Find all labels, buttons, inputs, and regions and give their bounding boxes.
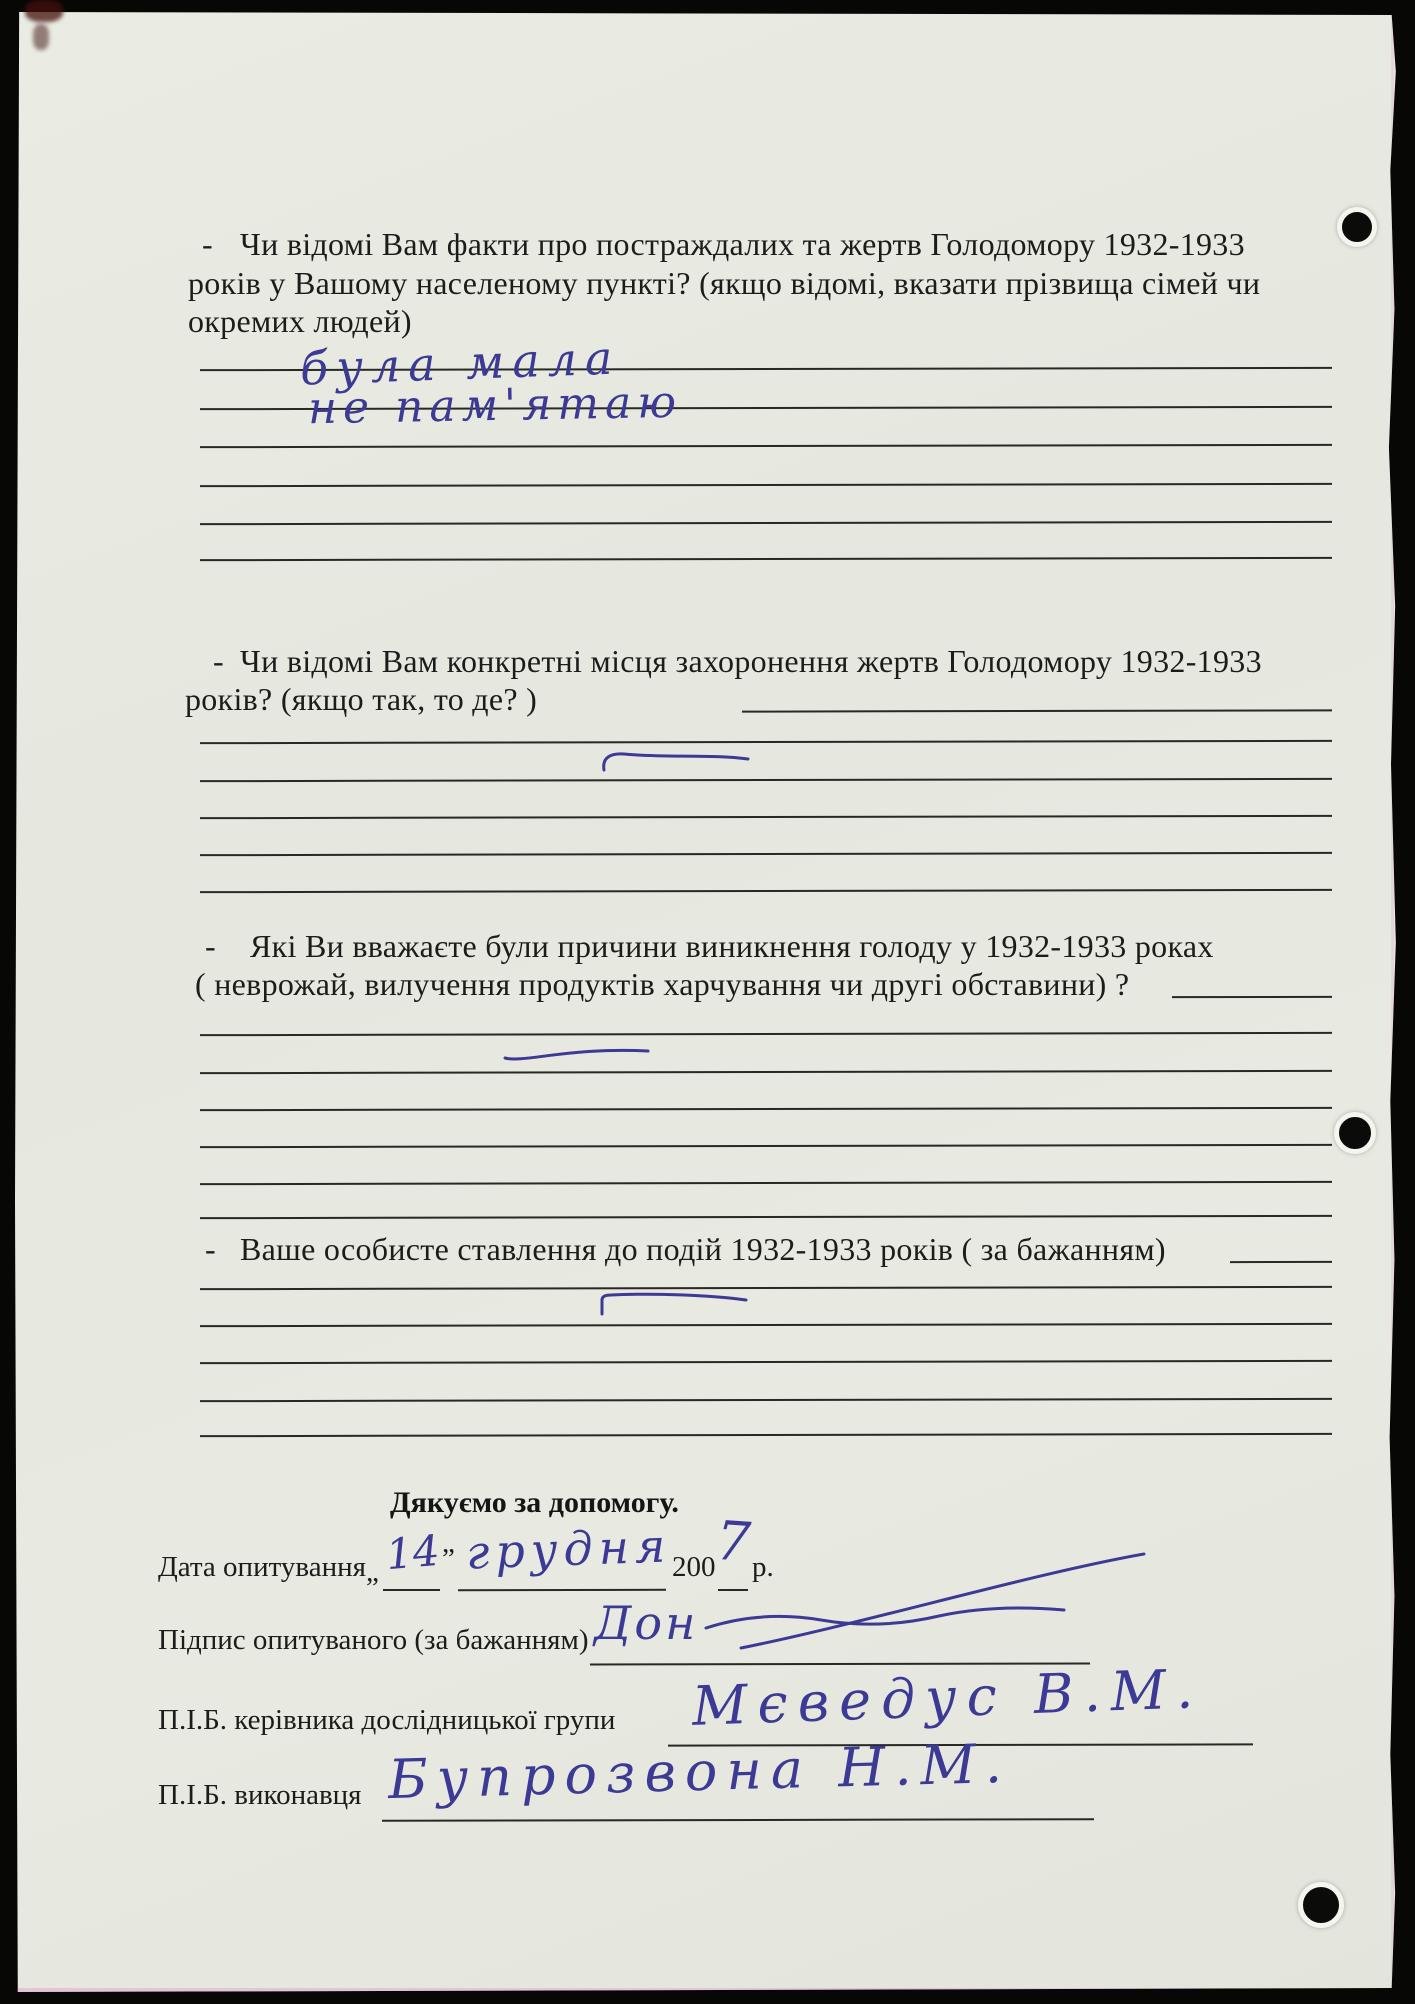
scan-noise-blotch [33, 24, 49, 50]
handwritten-year-digit: 7 [713, 1508, 753, 1575]
question-text-line: Чи відомі Вам факти про постраждалих та жертв Голодомору 1932-1933 [240, 226, 1245, 262]
handwritten-dash-stroke [600, 748, 755, 776]
question-text-line: Які Ви вважаєте були причини виникнення голоду у 1932-1933 роках [250, 928, 1214, 964]
handwritten-dash-stroke [596, 1290, 752, 1318]
question-bullet: - [205, 928, 216, 964]
thanks-text: Дякуємо за допомогу. [390, 1486, 679, 1519]
signature-flourish [556, 1536, 1156, 1676]
year-suffix: р. [752, 1551, 774, 1583]
executor-label: П.І.Б. виконавця [158, 1779, 362, 1811]
inline-answer-line [1230, 1261, 1332, 1263]
handwritten-date-day: 14 [383, 1525, 442, 1580]
inline-answer-line [1172, 996, 1332, 998]
date-day-blank [383, 1589, 440, 1591]
question-text-line: Чи відомі Вам конкретні місця захоронення жертв Голодомору 1932-1933 [240, 643, 1262, 679]
question-bullet: - [213, 643, 224, 679]
hole-punch [1298, 1882, 1344, 1928]
hole-punch [1337, 207, 1377, 247]
year-printed: 200 [672, 1551, 716, 1583]
question-bullet: - [202, 226, 213, 262]
handwritten-executor-name: Бупрозвона Н.М. [387, 1731, 1012, 1812]
handwritten-date-month: грудня [465, 1518, 673, 1580]
question-text-line: років у Вашому населеному пункті? (якщо відомі, вказати прізвища сімей чи [188, 265, 1261, 301]
handwritten-answer: була мала [299, 330, 622, 396]
question-text-line: років? (якщо так, то де? ) [185, 681, 538, 717]
scan-noise-blotch [25, 0, 63, 22]
question-text-line: Ваше особисте ставлення до подій 1932-1933 років ( за бажанням) [240, 1231, 1166, 1267]
question-text-line: окремих людей) [188, 303, 412, 339]
signature-label: Підпис опитуваного (за бажанням) [158, 1624, 589, 1656]
handwritten-signature: Дон [594, 1596, 699, 1650]
handwritten-leader-name: Мєведус В.М. [691, 1657, 1205, 1738]
handwritten-dash-stroke [502, 1042, 654, 1068]
hole-punch [1334, 1112, 1376, 1154]
leader-label: П.І.Б. керівника дослідницької групи [158, 1704, 616, 1736]
open-quote: „ [366, 1556, 379, 1588]
date-label: Дата опитування [158, 1551, 366, 1583]
handwritten-answer: не пам'ятаю [307, 376, 683, 435]
close-quote: ” [442, 1543, 455, 1575]
question-bullet: - [205, 1231, 216, 1267]
question-text-line: ( неврожай, вилучення продуктів харчування чи другі обставини) ? [195, 966, 1130, 1002]
